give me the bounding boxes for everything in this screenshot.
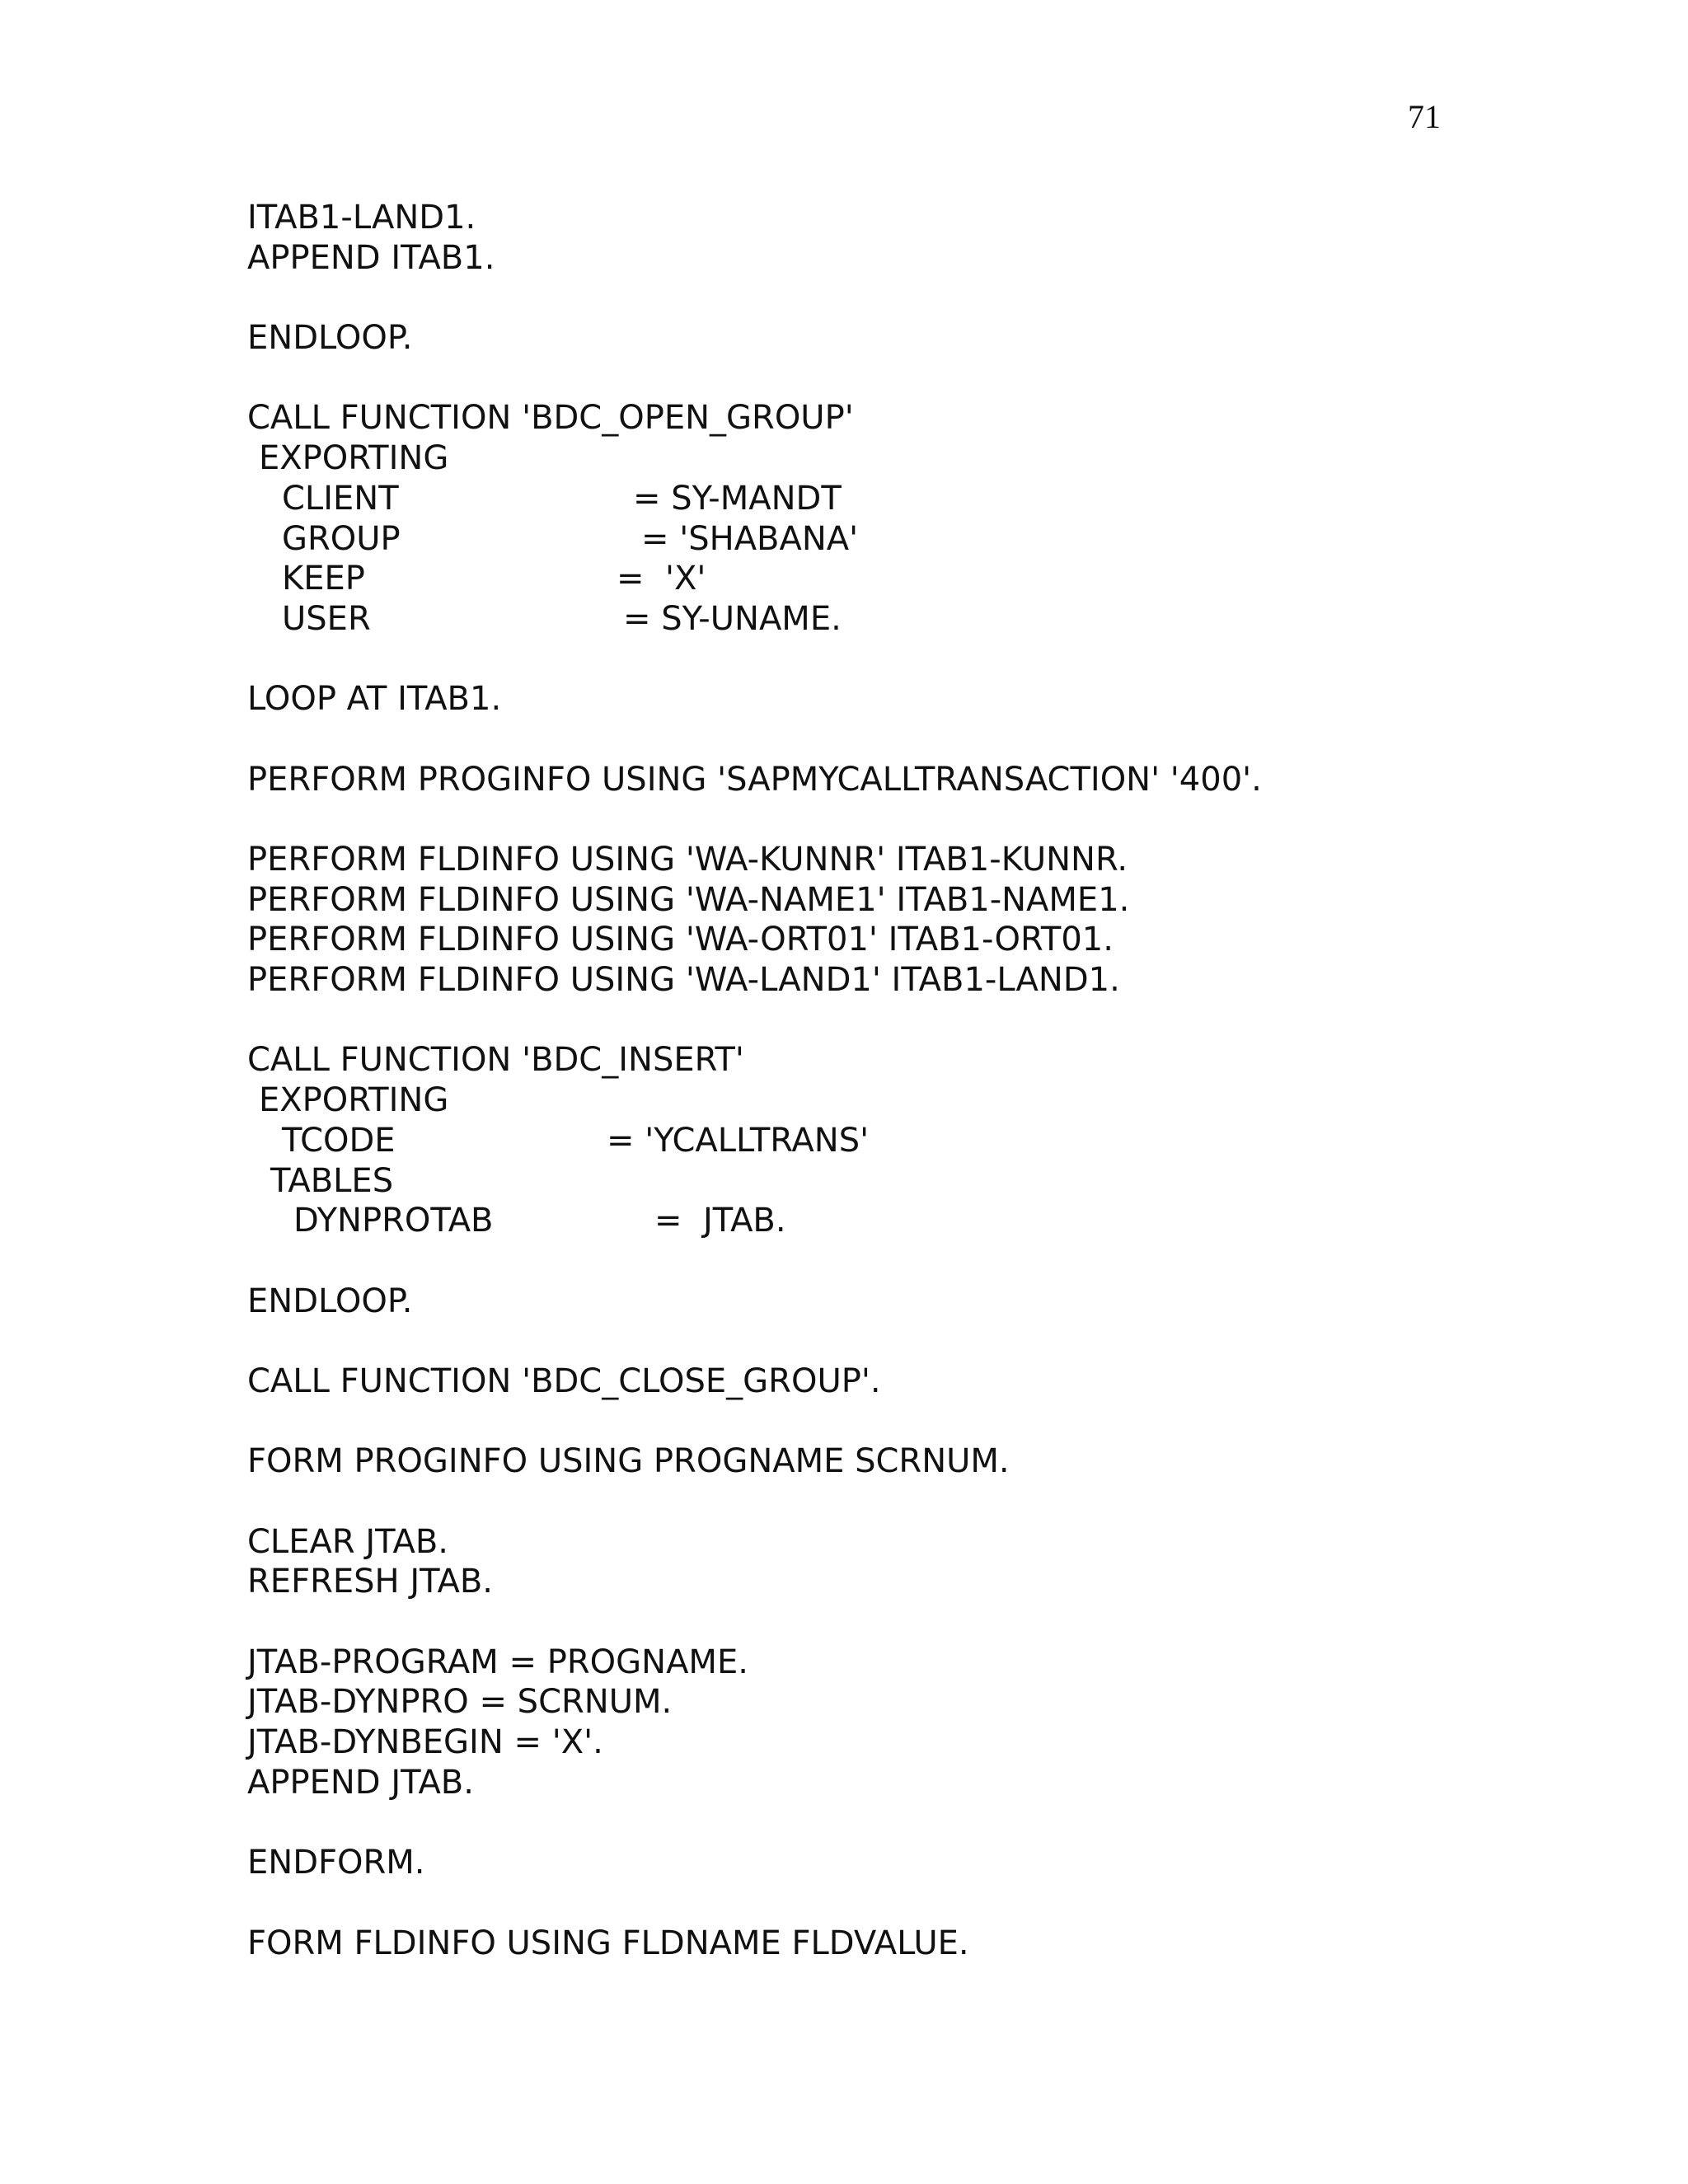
code-line	[247, 599, 1607, 640]
code-text: CLIENT	[282, 479, 399, 518]
code-line	[247, 318, 1607, 359]
code-assignment: = 'YCALLTRANS'	[607, 1121, 870, 1160]
code-text: FORM PROGINFO USING PROGNAME SCRNUM.	[247, 1442, 1010, 1481]
code-text: PERFORM FLDINFO USING 'WA-ORT01' ITAB1-ORT01.	[247, 921, 1114, 959]
code-line	[247, 1682, 1607, 1722]
code-line	[247, 1441, 1607, 1482]
code-assignment: = JTAB.	[654, 1202, 786, 1240]
code-text: JTAB-DYNBEGIN = 'X'.	[247, 1723, 603, 1762]
code-line	[247, 920, 1607, 960]
code-text: EXPORTING	[259, 439, 449, 478]
code-line	[247, 1040, 1607, 1080]
code-text: DYNPROTAB	[293, 1202, 494, 1240]
code-text: ENDFORM.	[247, 1844, 425, 1882]
blank-line	[247, 359, 1607, 399]
code-assignment: = 'SHABANA'	[641, 519, 859, 558]
code-line	[247, 880, 1607, 921]
code-line	[247, 1924, 1607, 1964]
code-line	[247, 1201, 1607, 1241]
code-line	[247, 1161, 1607, 1202]
blank-line	[247, 278, 1607, 318]
code-text: ENDLOOP.	[247, 319, 413, 358]
code-line	[247, 679, 1607, 719]
code-assignment: = 'X'	[617, 560, 706, 598]
code-line	[247, 1282, 1607, 1322]
code-line	[247, 1843, 1607, 1883]
code-text: LOOP AT ITAB1.	[247, 680, 502, 719]
code-text: CALL FUNCTION 'BDC_CLOSE_GROUP'.	[247, 1361, 881, 1400]
code-assignment: = SY-MANDT	[633, 479, 842, 518]
code-line	[247, 1080, 1607, 1121]
code-line	[247, 479, 1607, 519]
code-text: CALL FUNCTION 'BDC_INSERT'	[247, 1041, 744, 1080]
page-number: 71	[1408, 98, 1441, 135]
code-line	[247, 559, 1607, 599]
blank-line	[247, 640, 1607, 680]
code-line	[247, 1121, 1607, 1161]
code-assignment: = SY-UNAME.	[623, 599, 842, 638]
blank-line	[247, 719, 1607, 760]
code-text: REFRESH JTAB.	[247, 1563, 493, 1601]
code-line	[247, 1722, 1607, 1763]
code-text: PERFORM FLDINFO USING 'WA-LAND1' ITAB1-LAND1.	[247, 961, 1120, 1000]
code-text: CLEAR JTAB.	[247, 1522, 449, 1561]
code-text: PERFORM FLDINFO USING 'WA-NAME1' ITAB1-NAME1.	[247, 880, 1130, 919]
code-text: APPEND ITAB1.	[247, 238, 495, 277]
blank-line	[247, 1321, 1607, 1361]
code-line	[247, 1643, 1607, 1683]
code-line	[247, 1361, 1607, 1402]
code-line	[247, 1562, 1607, 1602]
code-line	[247, 519, 1607, 560]
blank-line	[247, 1883, 1607, 1924]
code-line	[247, 960, 1607, 1001]
blank-line	[247, 1803, 1607, 1844]
code-text: JTAB-PROGRAM = PROGNAME.	[247, 1643, 748, 1681]
code-text: FORM FLDINFO USING FLDNAME FLDVALUE.	[247, 1924, 969, 1962]
code-line	[247, 398, 1607, 438]
code-text: PERFORM FLDINFO USING 'WA-KUNNR' ITAB1-KUNNR.	[247, 841, 1128, 879]
blank-line	[247, 1482, 1607, 1522]
blank-line	[247, 1241, 1607, 1282]
code-line	[247, 438, 1607, 479]
code-text: KEEP	[282, 560, 365, 598]
code-line	[247, 1522, 1607, 1563]
code-text: CALL FUNCTION 'BDC_OPEN_GROUP'	[247, 399, 854, 438]
code-text: GROUP	[282, 519, 401, 558]
code-text: USER	[282, 599, 371, 638]
code-listing	[247, 198, 1607, 1963]
code-line	[247, 840, 1607, 880]
code-text: JTAB-DYNPRO = SCRNUM.	[247, 1683, 673, 1722]
blank-line	[247, 1602, 1607, 1643]
code-line	[247, 1763, 1607, 1803]
code-text: PERFORM PROGINFO USING 'SAPMYCALLTRANSACTION' '400'.	[247, 760, 1262, 799]
code-text: APPEND JTAB.	[247, 1763, 474, 1802]
blank-line	[247, 1402, 1607, 1442]
code-text: EXPORTING	[259, 1081, 449, 1120]
code-text: ITAB1-LAND1.	[247, 199, 476, 237]
code-text: TABLES	[270, 1161, 394, 1200]
code-line	[247, 238, 1607, 279]
blank-line	[247, 1001, 1607, 1041]
code-line	[247, 198, 1607, 238]
code-text: ENDLOOP.	[247, 1282, 413, 1320]
code-text: TCODE	[282, 1121, 396, 1160]
code-line	[247, 760, 1607, 800]
blank-line	[247, 799, 1607, 840]
